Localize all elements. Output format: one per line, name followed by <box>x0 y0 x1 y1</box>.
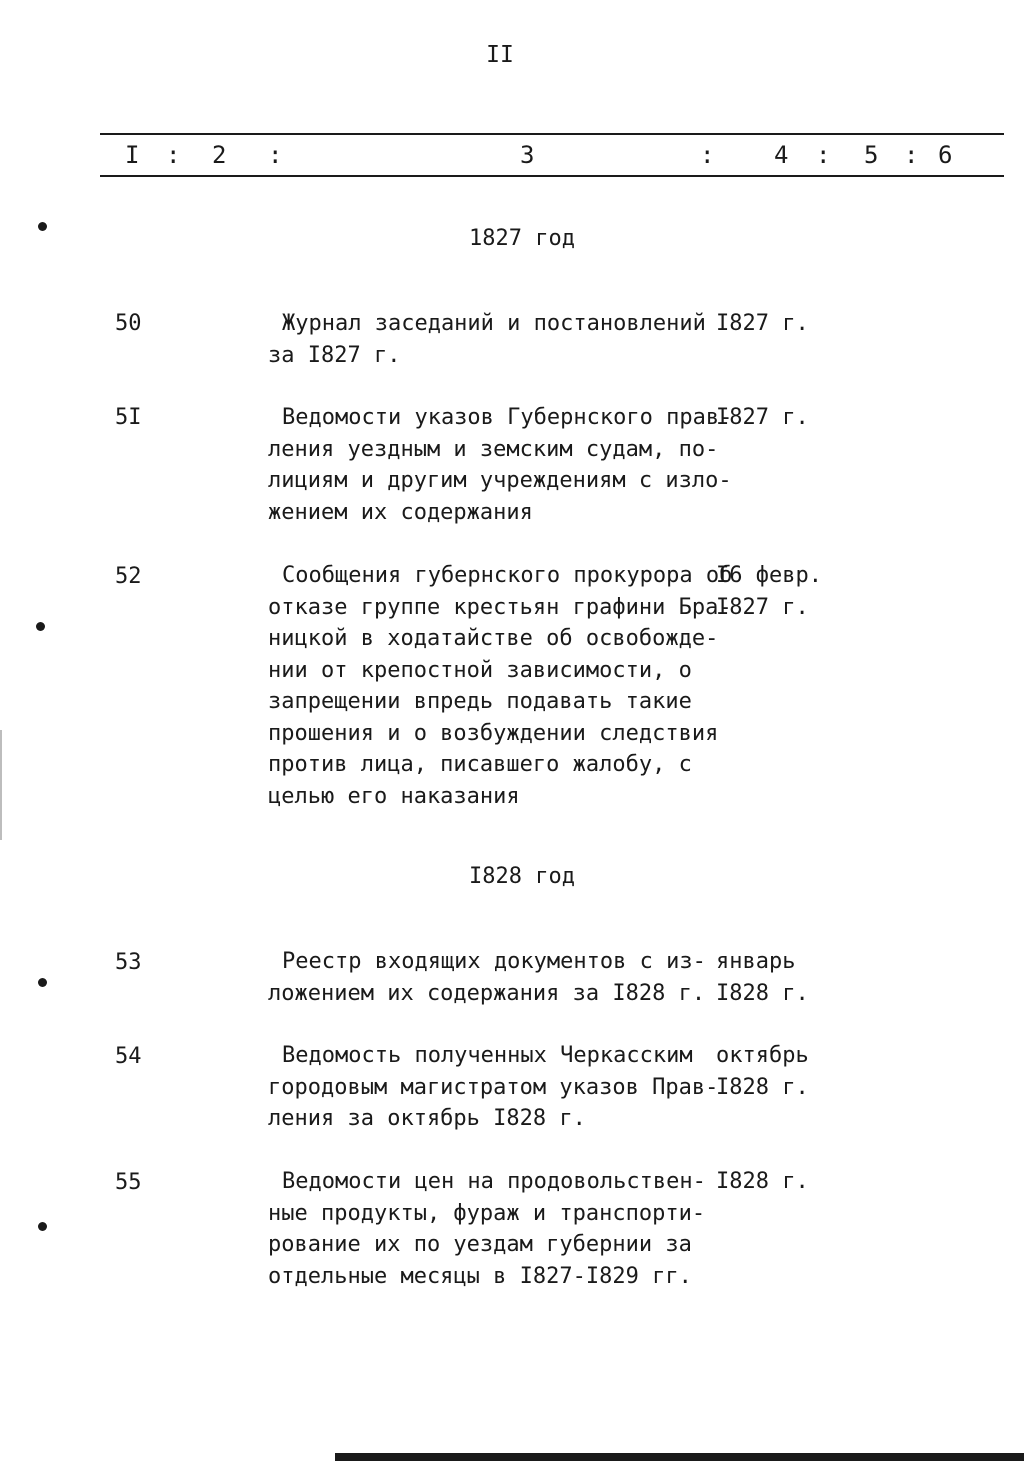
entry-title-line: Ведомость полученных Черкасским <box>282 1043 693 1068</box>
entry-title-line: Журнал заседаний и постановлений <box>282 311 706 336</box>
entry-date-line: I828 г. <box>716 980 809 1006</box>
entry-title <box>268 560 733 812</box>
punch-hole-mark <box>38 1222 47 1231</box>
entry-title-line: лициям и другим учреждениям с изло- <box>268 468 732 493</box>
entry-title <box>268 946 728 1009</box>
punch-hole-mark <box>36 622 45 631</box>
entry-title-line: за I827 г. <box>268 342 401 368</box>
entry-title-line: ления за октябрь I828 г. <box>268 1106 586 1131</box>
entry-date <box>716 308 809 340</box>
year-heading: 1827 год <box>469 226 575 251</box>
entry-title-line: Сообщения губернского прокурора об <box>282 563 733 588</box>
entry-date-line: I828 г. <box>716 1169 809 1194</box>
entry-title-line: ницкой в ходатайстве об освобожде- <box>268 626 719 651</box>
scan-margin-line <box>0 730 2 840</box>
year-heading: I828 год <box>469 864 575 889</box>
entry-date-line: январь <box>716 949 796 974</box>
entry-title <box>268 1166 728 1292</box>
entry-number: 53 <box>115 950 142 975</box>
entry-title-line: прошения и о возбуждении следствия <box>268 720 719 746</box>
entry-number: 50 <box>115 311 142 336</box>
entry-number: 55 <box>115 1170 142 1195</box>
column-header-6: 6 <box>938 141 953 169</box>
punch-hole-mark <box>38 222 47 231</box>
entry-title-line: городовым магистратом указов Прав- <box>268 1074 719 1100</box>
entry-date-line: I6 февр. <box>716 563 822 588</box>
entry-title <box>268 1040 728 1135</box>
entry-date <box>716 1040 809 1103</box>
column-header-4: 4 <box>774 141 789 169</box>
entry-title-line: против лица, писавшего жалобу, с <box>268 752 692 777</box>
entry-title-line: Ведомости цен на продовольствен- <box>282 1169 706 1194</box>
entry-title-line: Ведомости указов Губернского прав- <box>282 405 733 430</box>
scan-bottom-edge <box>335 1453 1024 1461</box>
column-separator: : <box>166 141 181 169</box>
column-separator: : <box>816 141 831 169</box>
entry-title-line: ложением их содержания за I828 г. <box>268 980 706 1006</box>
column-separator: : <box>904 141 919 169</box>
entry-title-line: нии от крепостной зависимости, о <box>268 657 692 683</box>
entry-number: 5I <box>115 405 142 430</box>
entry-date-line: I827 г. <box>716 405 809 430</box>
entry-title <box>268 308 728 371</box>
entry-title-line: отказе группе крестьян графини Бра- <box>268 594 732 620</box>
entry-date-line: I827 г. <box>716 594 809 620</box>
entry-date <box>716 946 809 1009</box>
entry-title-line: ные продукты, фураж и транспорти- <box>268 1200 706 1226</box>
entry-title-line: ления уездным и земским судам, по- <box>268 436 719 462</box>
column-header-1: I <box>125 141 140 169</box>
entry-number: 54 <box>115 1044 142 1069</box>
entry-title-line: отдельные месяцы в I827-I829 гг. <box>268 1263 692 1289</box>
header-top-rule <box>100 133 1004 135</box>
column-header-3: 3 <box>520 141 535 169</box>
entry-title-line: целью его наказания <box>268 783 520 809</box>
entry-date <box>716 1166 809 1198</box>
column-separator: : <box>268 141 283 169</box>
entry-title-line: Реестр входящих документов с из- <box>282 949 706 974</box>
column-header-5: 5 <box>864 141 879 169</box>
entry-date <box>716 402 809 434</box>
entry-date-line: I828 г. <box>716 1074 809 1100</box>
entry-title-line: жением их содержания <box>268 499 533 525</box>
entry-date-line: I827 г. <box>716 311 809 336</box>
entry-date <box>716 560 822 623</box>
header-bottom-rule <box>100 175 1004 177</box>
column-header-2: 2 <box>212 141 227 169</box>
entry-date-line: октябрь <box>716 1043 809 1068</box>
entry-title-line: рование их по уездам губернии за <box>268 1232 692 1257</box>
entry-title-line: запрещении впредь подавать такие <box>268 689 692 714</box>
punch-hole-mark <box>38 978 47 987</box>
column-separator: : <box>700 141 715 169</box>
entry-number: 52 <box>115 564 142 589</box>
page-number: II <box>486 42 514 68</box>
entry-title <box>268 402 733 528</box>
